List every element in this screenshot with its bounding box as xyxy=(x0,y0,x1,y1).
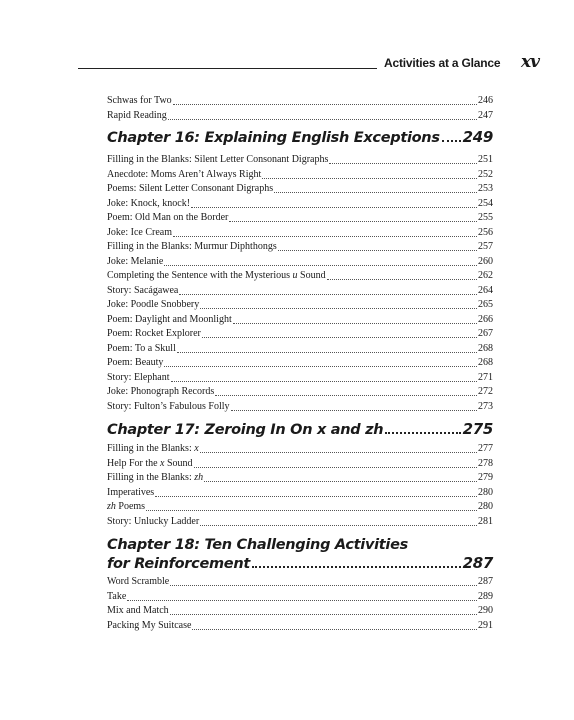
dot-leader xyxy=(191,206,477,208)
dot-leader xyxy=(202,336,477,338)
entry-page: 268 xyxy=(478,342,493,354)
chapter-title: Chapter 18: Ten Challenging Activities xyxy=(107,537,408,553)
dot-leader xyxy=(170,584,477,586)
entry-title-italic: u xyxy=(292,270,298,281)
entry-page: 254 xyxy=(478,197,493,209)
toc-entry xyxy=(107,240,493,255)
entry-page: 271 xyxy=(478,371,493,383)
entry-page: 278 xyxy=(478,457,493,469)
entry-page: 246 xyxy=(478,95,493,106)
dot-leader xyxy=(278,249,477,251)
dot-leader xyxy=(442,139,461,142)
toc-entry xyxy=(107,515,493,530)
running-header xyxy=(78,54,548,76)
chapter-title: Chapter 16: Explaining English Exceptions xyxy=(107,130,440,146)
entry-page: 277 xyxy=(478,443,493,454)
entry-page: 260 xyxy=(478,255,493,267)
dot-leader xyxy=(385,431,460,434)
toc-entry xyxy=(107,371,493,386)
entry-title-text: Help For the xyxy=(107,457,161,469)
dot-leader xyxy=(329,162,477,164)
entry-title: Filling in the Blanks: Murmur Diphthongs xyxy=(107,241,277,252)
entry-title: Story: Elephant xyxy=(107,371,170,383)
chapter-title: Chapter 17: Zeroing In On x and zh xyxy=(107,422,384,438)
toc-entry xyxy=(107,486,493,501)
entry-title: Word Scramble xyxy=(107,576,170,587)
chapter-title-continued xyxy=(107,554,493,575)
dot-leader xyxy=(171,380,478,382)
entry-title xyxy=(107,515,199,530)
toc-entry xyxy=(107,356,493,371)
toc-entry xyxy=(107,442,493,457)
entry-title: Joke: Ice Cream xyxy=(107,226,172,238)
entry-title: Poems: Silent Letter Consonant Digraphs xyxy=(107,183,274,194)
entry-title-italic: zh xyxy=(194,472,204,483)
entry-page: 264 xyxy=(478,284,493,296)
toc-entry xyxy=(107,94,493,109)
dot-leader xyxy=(327,278,477,280)
toc-entry xyxy=(107,197,493,212)
dot-leader xyxy=(164,365,477,367)
entry-title-italic: zh xyxy=(107,501,116,512)
entry-page: 289 xyxy=(478,590,493,602)
entry-title: Filling in the Blanks: Silent Letter Consonant Digraphs xyxy=(107,154,329,165)
entry-page: 273 xyxy=(478,400,493,412)
chapter-heading xyxy=(107,128,493,153)
dot-leader xyxy=(127,599,477,601)
entry-title-text: Poems xyxy=(115,501,146,512)
entry-page: 280 xyxy=(478,486,493,498)
entry-title-text: Filling in the Blanks: xyxy=(107,443,195,454)
dot-leader xyxy=(146,509,477,511)
dot-leader xyxy=(204,480,477,482)
dot-leader xyxy=(215,394,477,396)
dot-leader xyxy=(177,351,477,353)
chapter-heading xyxy=(107,537,493,575)
toc-entry xyxy=(107,604,493,619)
entry-title xyxy=(107,442,199,457)
entry-title: Schwas for Two xyxy=(107,95,172,106)
entry-title: Take xyxy=(107,590,127,602)
toc-entry xyxy=(107,575,493,590)
dot-leader xyxy=(200,451,477,453)
entry-page: 256 xyxy=(478,226,493,238)
entry-title: Story: Sacágawea xyxy=(107,284,179,296)
table-of-contents xyxy=(107,94,493,633)
dot-leader xyxy=(164,264,477,266)
entry-title-text: Sound xyxy=(164,457,193,469)
dot-leader xyxy=(200,524,477,526)
entry-title: Poem: To a Skull xyxy=(107,342,176,354)
dot-leader xyxy=(262,177,477,179)
entry-page: 262 xyxy=(478,270,493,281)
toc-entry xyxy=(107,182,493,197)
dot-leader xyxy=(194,466,477,468)
entry-title: Joke: Melanie xyxy=(107,255,164,267)
toc-entry xyxy=(107,590,493,605)
entry-page: 253 xyxy=(478,183,493,194)
toc-entry xyxy=(107,619,493,634)
toc-entry xyxy=(107,500,493,515)
toc-entry xyxy=(107,327,493,342)
toc-entry xyxy=(107,211,493,226)
dot-leader xyxy=(173,235,477,237)
entry-title: Joke: Poodle Snobbery xyxy=(107,299,200,310)
toc-entry xyxy=(107,457,493,472)
entry-title xyxy=(107,457,193,472)
entry-title xyxy=(107,471,203,486)
entry-title xyxy=(107,486,154,501)
entry-title-text: Imperatives xyxy=(107,486,155,498)
entry-page: 251 xyxy=(478,154,493,165)
entry-title: Poem: Rocket Explorer xyxy=(107,328,201,339)
chapter-page: 249 xyxy=(462,128,493,146)
toc-entry xyxy=(107,269,493,284)
chapter-page: 287 xyxy=(462,554,493,572)
entry-title-text: Filling in the Blanks: xyxy=(107,472,195,483)
entry-page: 291 xyxy=(478,619,493,631)
entry-title-text: Completing the Sentence with the Mysterious xyxy=(107,270,293,281)
entry-title xyxy=(107,500,145,515)
entry-page: 290 xyxy=(478,605,493,616)
dot-leader xyxy=(229,220,477,222)
entry-title: Story: Fulton’s Fabulous Folly xyxy=(107,400,230,412)
chapter-heading xyxy=(107,420,493,442)
entry-title: Mix and Match xyxy=(107,605,169,616)
entry-page: 287 xyxy=(478,576,493,587)
dot-leader xyxy=(168,118,477,120)
toc-entry xyxy=(107,342,493,357)
entry-title: Anecdote: Moms Aren’t Always Right xyxy=(107,168,262,180)
entry-page: 281 xyxy=(478,515,493,527)
entry-page: 247 xyxy=(478,109,493,121)
entry-title: Poem: Daylight and Moonlight xyxy=(107,313,232,325)
entry-title: Joke: Phonograph Records xyxy=(107,386,215,397)
entry-title-text: Story: Unlucky Ladder xyxy=(107,515,200,527)
entry-title: Rapid Reading xyxy=(107,109,167,121)
header-rule xyxy=(78,68,377,69)
toc-entry xyxy=(107,400,493,415)
toc-entry xyxy=(107,298,493,313)
toc-entry xyxy=(107,168,493,183)
entry-title-text: Sound xyxy=(297,270,326,281)
dot-leader xyxy=(231,409,477,411)
dot-leader xyxy=(155,495,477,497)
entry-title: Poem: Old Man on the Border xyxy=(107,212,229,223)
toc-entry xyxy=(107,153,493,168)
dot-leader xyxy=(170,613,477,615)
dot-leader xyxy=(192,628,477,630)
entry-page: 279 xyxy=(478,472,493,483)
entry-title: Packing My Suitcase xyxy=(107,619,192,631)
chapter-page: 275 xyxy=(462,420,493,438)
entry-title xyxy=(107,269,326,284)
entry-title: Joke: Knock, knock! xyxy=(107,197,191,209)
dot-leader xyxy=(274,191,477,193)
dot-leader xyxy=(200,307,477,309)
entry-page: 267 xyxy=(478,328,493,339)
dot-leader xyxy=(252,565,461,568)
toc-entry xyxy=(107,255,493,270)
dot-leader xyxy=(173,103,477,105)
dot-leader xyxy=(233,322,477,324)
toc-entry xyxy=(107,313,493,328)
entry-title-italic: x xyxy=(194,443,199,454)
toc-entry xyxy=(107,284,493,299)
entry-page: 252 xyxy=(478,168,493,180)
entry-page: 266 xyxy=(478,313,493,325)
chapter-title-line2: for Reinforcement xyxy=(107,556,250,572)
toc-entry xyxy=(107,109,493,124)
toc-entry xyxy=(107,226,493,241)
section-title: Activities at a Glance xyxy=(384,56,501,70)
entry-title-italic: x xyxy=(160,457,165,469)
entry-page: 268 xyxy=(478,357,493,368)
entry-page: 257 xyxy=(478,241,493,252)
entry-page: 280 xyxy=(478,501,493,512)
toc-entry xyxy=(107,471,493,486)
entry-title: Poem: Beauty xyxy=(107,357,164,368)
entry-page: 265 xyxy=(478,299,493,310)
entry-page: 255 xyxy=(478,212,493,223)
toc-entry xyxy=(107,385,493,400)
dot-leader xyxy=(179,293,477,295)
page-number: xv xyxy=(521,52,540,72)
entry-page: 272 xyxy=(478,386,493,397)
